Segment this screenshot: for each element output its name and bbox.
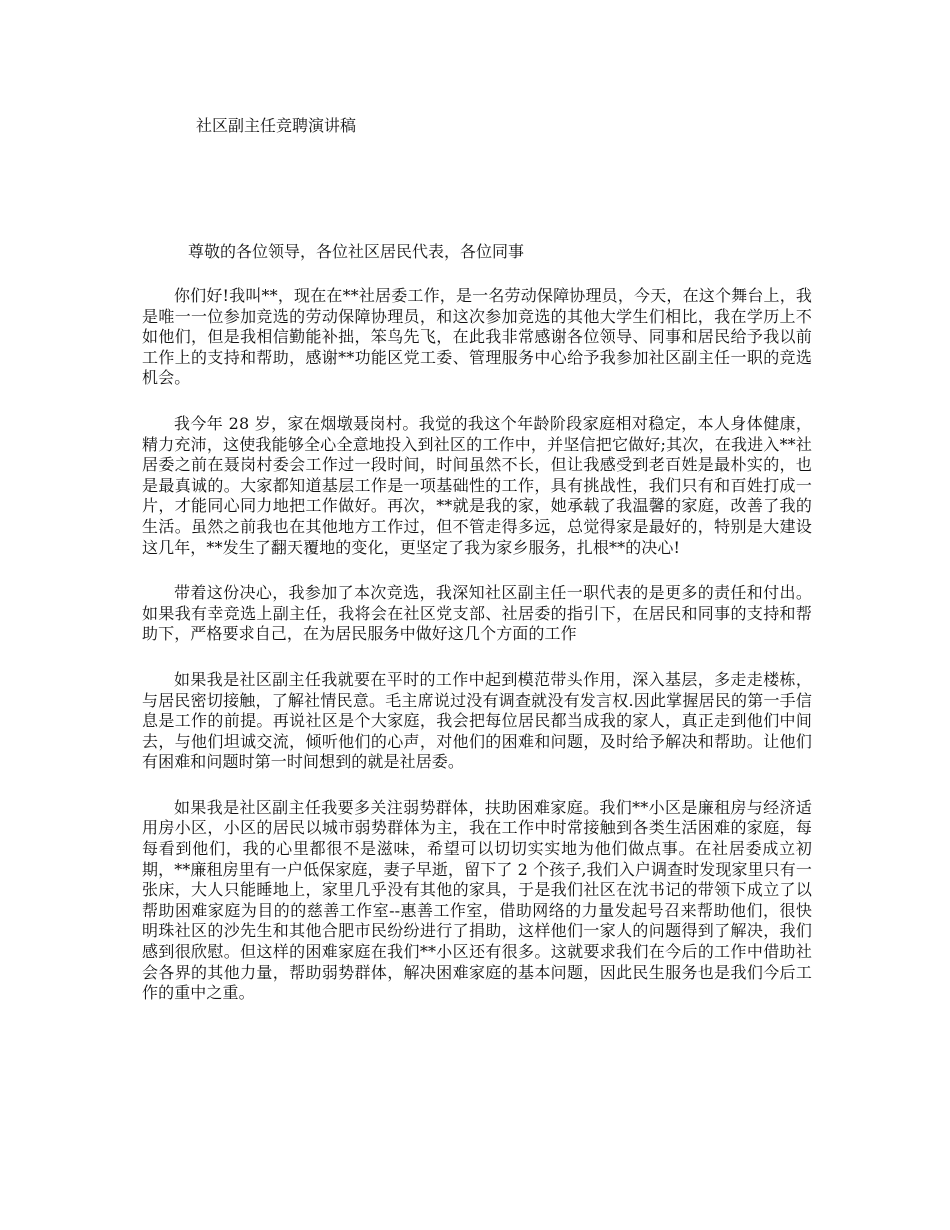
paragraph-commitment: 带着这份决心，我参加了本次竞选，我深知社区副主任一职代表的是更多的责任和付出。如果我有幸竞选上副主任，我将会在社区党支部、社居委的指引下，在居民和同事的支持和帮助下，严格要求自己，在为居民服务中做好这几个方面的工作	[142, 583, 812, 644]
paragraph-role-model: 如果我是社区副主任我就要在平时的工作中起到模范带头作用，深入基层，多走走楼栋，与居民密切接触，了解社情民意。毛主席说过没有调查就没有发言权.因此掌握居民的第一手信息是工作的前提。再说社区是个大家庭，我会把每位居民都当成我的家人，真正走到他们中间去，与他们坦诚交流，倾听他们的心声，对他们的困难和问题，及时给予解决和帮助。让他们有困难和问题时第一时间想到的就是社居委。	[142, 669, 812, 772]
document-title: 社区副主任竞聘演讲稿	[196, 116, 357, 135]
paragraph-vulnerable-groups: 如果我是社区副主任我要多关注弱势群体，扶助困难家庭。我们**小区是廉租房与经济适用房小区，小区的居民以城市弱势群体为主，我在工作中时常接触到各类生活困难的家庭，每每看到他们，我的心里都很不是滋味，希望可以切切实实地为他们做点事。在社居委成立初期，**廉租房里有一户低保家庭，妻子早逝，留下了 2 个孩子,我们入户调查时发现家里只有一张床，大人只能睡地上，家里几乎没有其他的家具，于是我们社区在沈书记的带领下成立了以帮助困难家庭为目的的慈善工作室--惠善工作室，借助网络的力量发起号召来帮助他们，很快明珠社区的沙先生和其他合肥市民纷纷进行了捐助，这样他们一家人的问题得到了解决，我们感到很欣慰。但这样的困难家庭在我们**小区还有很多。这就要求我们在今后的工作中借助社会各界的其他力量，帮助弱势群体，解决困难家庭的基本问题，因此民生服务也是我们今后工作的重中之重。	[142, 797, 812, 1003]
greeting-line: 尊敬的各位领导，各位社区居民代表，各位同事	[188, 242, 525, 261]
speech-body	[142, 286, 812, 1029]
paragraph-introduction: 你们好!我叫**，现在在**社居委工作，是一名劳动保障协理员，今天，在这个舞台上，我是唯一一位参加竞选的劳动保障协理员，和这次参加竞选的其他大学生们相比，我在学历上不如他们，但是我相信勤能补拙，笨鸟先飞，在此我非常感谢各位领导、同事和居民给予我以前工作上的支持和帮助，感谢**功能区党工委、管理服务中心给予我参加社区副主任一职的竞选机会。	[142, 286, 812, 388]
paragraph-background: 我今年 28 岁，家在烟墩聂岗村。我觉的我这个年龄阶段家庭相对稳定，本人身体健康，精力充沛，这使我能够全心全意地投入到社区的工作中，并坚信把它做好;其次，在我进入**社居委之前在聂岗村委会工作过一段时间，时间虽然不长，但让我感受到老百姓是最朴实的，也是最真诚的。大家都知道基层工作是一项基础性的工作，具有挑战性，我们只有和百姓打成一片，才能同心同力地把工作做好。再次，**就是我的家，她承载了我温馨的家庭，改善了我的生活。虽然之前我也在其他地方工作过，但不管走得多远，总觉得家是最好的，特别是大建设这几年，**发生了翻天覆地的变化，更坚定了我为家乡服务，扎根**的决心!	[142, 413, 812, 557]
